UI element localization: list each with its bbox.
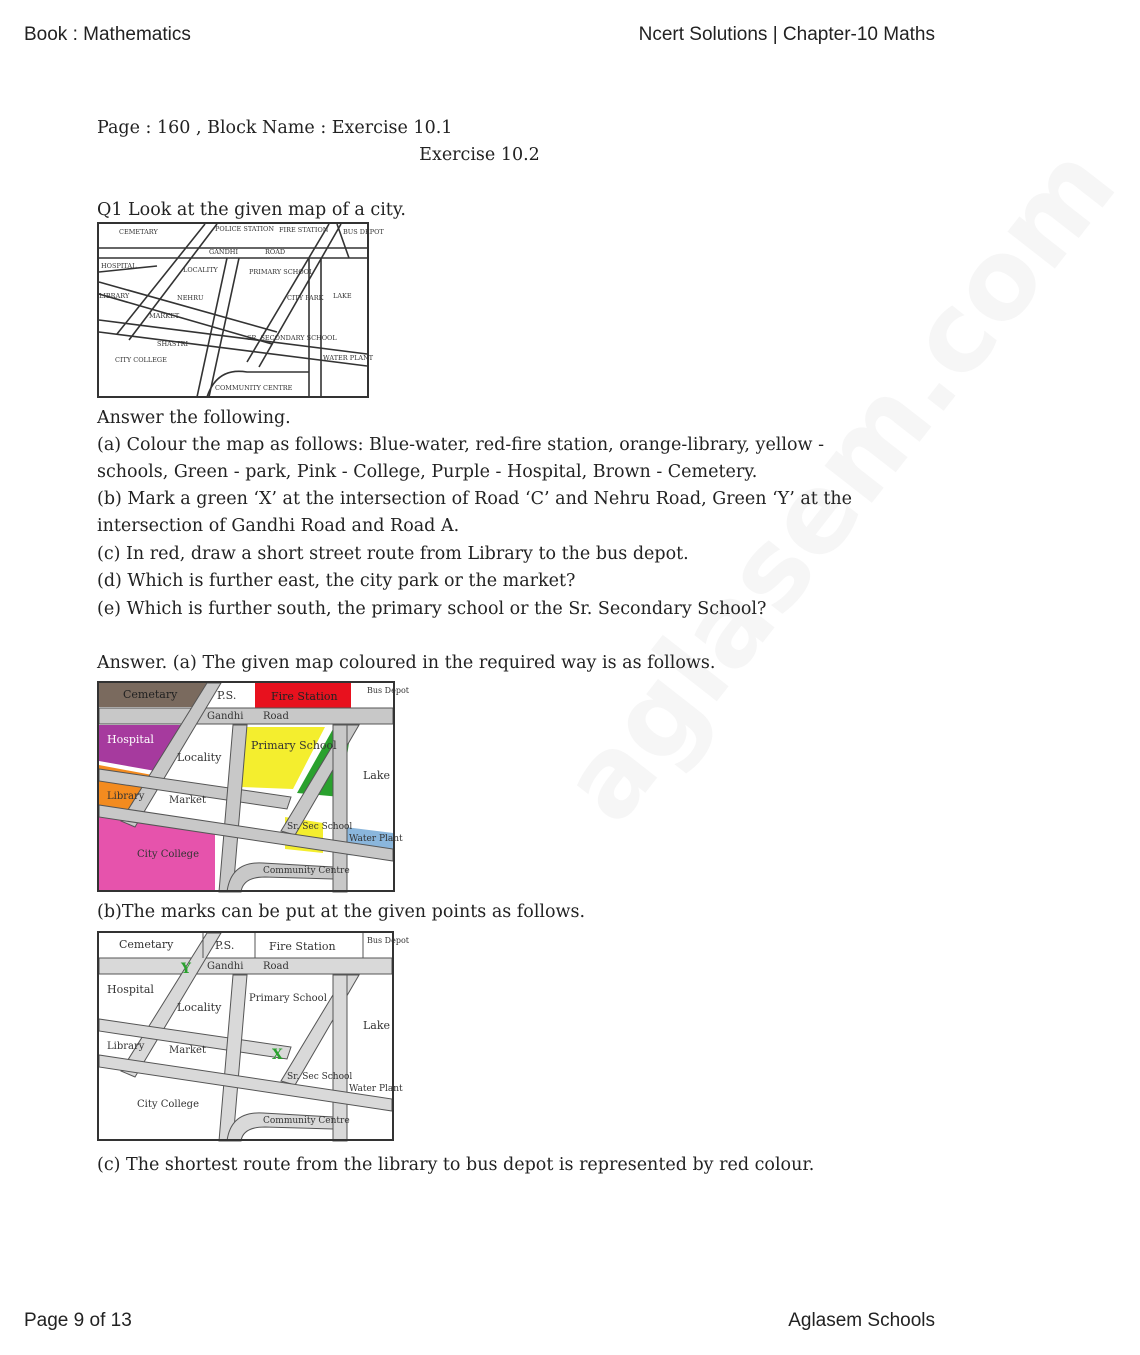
label-bus-depot-3: Bus Depot xyxy=(367,936,409,945)
label-ps-3: P.S. xyxy=(215,939,235,952)
label-ps-2: P.S. xyxy=(217,689,237,702)
question-part-a-line2: schools, Green - park, Pink - College, Purple - Hospital, Brown - Cemetery. xyxy=(97,462,758,482)
question-part-c: (c) In red, draw a short street route from Library to the bus depot. xyxy=(97,544,689,564)
question-part-d: (d) Which is further east, the city park or the market? xyxy=(97,571,576,591)
answer-prompt: Answer the following. xyxy=(97,408,291,428)
label-city-college-2: City College xyxy=(137,849,200,860)
label-police-station: POLICE STATION xyxy=(215,225,275,233)
question-part-b-line2: intersection of Gandhi Road and Road A. xyxy=(97,516,460,536)
label-city-college: CITY COLLEGE xyxy=(115,356,167,364)
label-fire-station-3: Fire Station xyxy=(269,940,336,953)
label-library-2: Library xyxy=(107,791,145,802)
question-part-b-line1: (b) Mark a green ‘X’ at the intersection of Road ‘C’ and Nehru Road, Green ‘Y’ at the xyxy=(97,489,853,509)
label-road-3: Road xyxy=(263,961,289,972)
label-water-plant-3: Water Plant xyxy=(349,1084,403,1094)
label-primary-school-2: Primary School xyxy=(251,739,337,752)
mark-x: X xyxy=(272,1047,283,1063)
label-shastri: SHASTRI xyxy=(157,340,189,348)
label-market: MARKET xyxy=(149,312,180,320)
label-fire-station-2: Fire Station xyxy=(271,690,338,703)
label-road-2: Road xyxy=(263,711,289,722)
label-library-3: Library xyxy=(107,1041,145,1052)
label-hospital-3: Hospital xyxy=(107,983,154,996)
label-lake-2: Lake xyxy=(363,769,391,782)
label-primary-school-3: Primary School xyxy=(249,993,327,1004)
answer-a: Answer. (a) The given map coloured in the required way is as follows. xyxy=(97,653,716,673)
label-community-centre-3: Community Centre xyxy=(263,1116,350,1126)
label-market-2: Market xyxy=(169,795,206,806)
label-locality-2: Locality xyxy=(177,751,222,764)
label-lake: LAKE xyxy=(333,292,352,300)
question-part-e: (e) Which is further south, the primary school or the Sr. Secondary School? xyxy=(97,599,767,619)
label-fire-station: FIRE STATION xyxy=(279,226,329,234)
footer-page-number: Page 9 of 13 xyxy=(24,1310,132,1331)
question-part-a-line1: (a) Colour the map as follows: Blue-water, red-fire station, orange-library, yellow - xyxy=(97,435,824,455)
label-hospital-2: Hospital xyxy=(107,733,154,746)
label-sr-sec-school-3: Sr. Sec School xyxy=(287,1072,353,1082)
city-map-sketch xyxy=(97,222,384,398)
label-library: LIBRARY xyxy=(99,292,130,300)
exercise-title: Exercise 10.2 xyxy=(419,145,540,165)
label-nehru: NEHRU xyxy=(177,294,204,302)
label-bus-depot: BUS DEPOT xyxy=(343,228,384,236)
label-lake-3: Lake xyxy=(363,1019,391,1032)
label-water-plant: WATER PLANT xyxy=(323,354,374,362)
label-community-centre: COMMUNITY CENTRE xyxy=(215,384,293,392)
label-market-3: Market xyxy=(169,1045,206,1056)
label-road: ROAD xyxy=(265,248,286,256)
label-locality: LOCALITY xyxy=(183,266,218,274)
mark-y: Y xyxy=(181,961,191,977)
label-cemetary-2: Cemetary xyxy=(123,688,178,701)
label-sr-sec-school: SR. SECONDARY SCHOOL xyxy=(247,334,337,342)
label-sr-sec-school-2: Sr. Sec School xyxy=(287,822,353,832)
label-bus-depot-2: Bus Depot xyxy=(367,686,409,695)
page-info: Page : 160 , Block Name : Exercise 10.1 xyxy=(97,118,453,138)
label-primary-school: PRIMARY SCHOOL xyxy=(249,268,314,276)
city-map-marked xyxy=(97,931,409,1141)
answer-b: (b)The marks can be put at the given points as follows. xyxy=(97,902,586,922)
label-community-centre-2: Community Centre xyxy=(263,866,350,876)
label-gandhi: GANDHI xyxy=(209,248,239,256)
label-locality-3: Locality xyxy=(177,1001,222,1014)
label-cemetary-3: Cemetary xyxy=(119,938,174,951)
question-intro: Q1 Look at the given map of a city. xyxy=(97,200,406,220)
label-water-plant-2: Water Plant xyxy=(349,834,403,844)
label-gandhi-2: Gandhi xyxy=(207,711,244,722)
header-chapter-title: Ncert Solutions | Chapter-10 Maths xyxy=(638,24,935,45)
label-hospital: HOSPITAL xyxy=(101,262,137,270)
answer-c: (c) The shortest route from the library to bus depot is represented by red colour. xyxy=(97,1155,815,1175)
header-book-title: Book : Mathematics xyxy=(24,24,191,45)
label-city-park: CITY PARK xyxy=(287,294,324,302)
footer-publisher: Aglasem Schools xyxy=(788,1310,935,1331)
label-cemetary: CEMETARY xyxy=(119,228,158,236)
city-map-coloured xyxy=(97,681,409,892)
label-gandhi-3: Gandhi xyxy=(207,961,244,972)
label-city-college-3: City College xyxy=(137,1099,200,1110)
